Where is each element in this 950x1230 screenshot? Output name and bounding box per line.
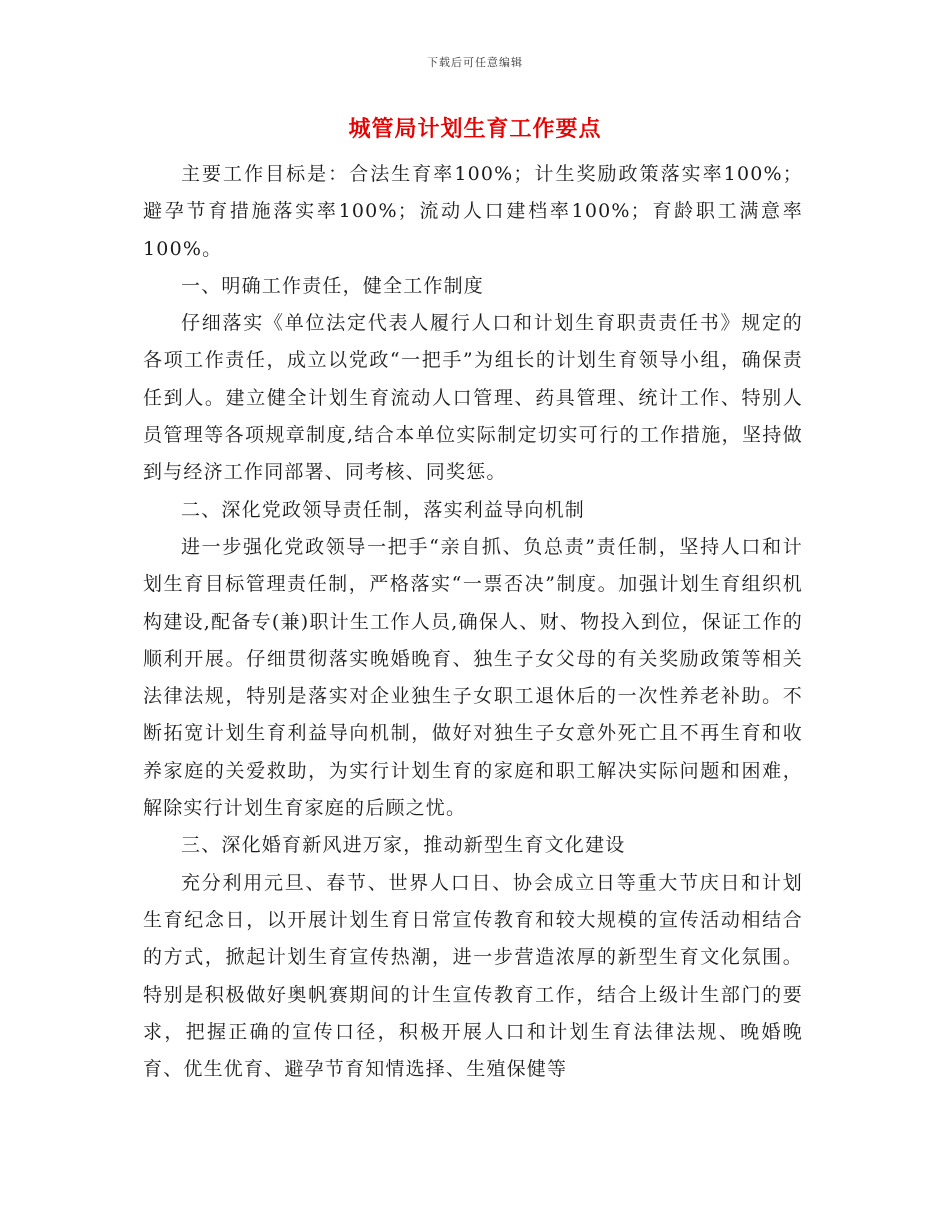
document-title: 城管局计划生育工作要点 xyxy=(348,116,602,142)
section-heading-2: 二、深化党政领导责任制，落实利益导向机制 xyxy=(181,498,586,521)
paragraph-section-2: 进一步强化党政领导一把手“亲自抓、负总责”责任制，坚持人口和计划生育目标管理责任制，严格落实“一票否决”制度。加强计划生育组织机构建设,配备专(兼)职计生工作人员,确保人、财、物投入到位，保证工作的顺利开展。仔细贯彻落实晚婚晚育、独生子女父母的有关奖励政策等相关法律法规，特别是落实对企业独生子女职工退休后的一次性养老补助。不断拓宽计划生育利益导向机制，做好对独生子女意外死亡且不再生育和收养家庭的关爱救助，为实行计划生育的家庭和职工解决实际问题和困难，解除实行计划生育家庭的后顾之忧。 xyxy=(143,535,803,820)
document-body xyxy=(143,156,803,1088)
paragraph-section-1: 仔细落实《单位法定代表人履行人口和计划生育职责责任书》规定的各项工作责任，成立以党政“一把手”为组长的计划生育领导小组，确保责任到人。建立健全计划生育流动人口管理、药具管理、统计工作、特别人员管理等各项规章制度,结合本单位实际制定切实可行的工作措施，坚持做到与经济工作同部署、同考核、同奖惩。 xyxy=(143,312,803,484)
paragraph-goals: 主要工作目标是：合法生育率100%；计生奖励政策落实率100%；避孕节育措施落实率100%；流动人口建档率100%；育龄职工满意率100%。 xyxy=(143,163,803,260)
section-heading-3: 三、深化婚育新风进万家，推动新型生育文化建设 xyxy=(181,834,626,857)
header-note: 下载后可任意编辑 xyxy=(427,56,523,69)
section-heading-1: 一、明确工作责任，健全工作制度 xyxy=(181,274,485,297)
paragraph-section-3: 充分利用元旦、春节、世界人口日、协会成立日等重大节庆日和计划生育纪念日，以开展计划生育日常宣传教育和较大规模的宣传活动相结合的方式，掀起计划生育宣传热潮，进一步营造浓厚的新型生育文化氛围。特别是积极做好奥帆赛期间的计生宣传教育工作，结合上级计生部门的要求，把握正确的宣传口径，积极开展人口和计划生育法律法规、晚婚晚育、优生优育、避孕节育知情选择、生殖保健等 xyxy=(143,871,803,1081)
